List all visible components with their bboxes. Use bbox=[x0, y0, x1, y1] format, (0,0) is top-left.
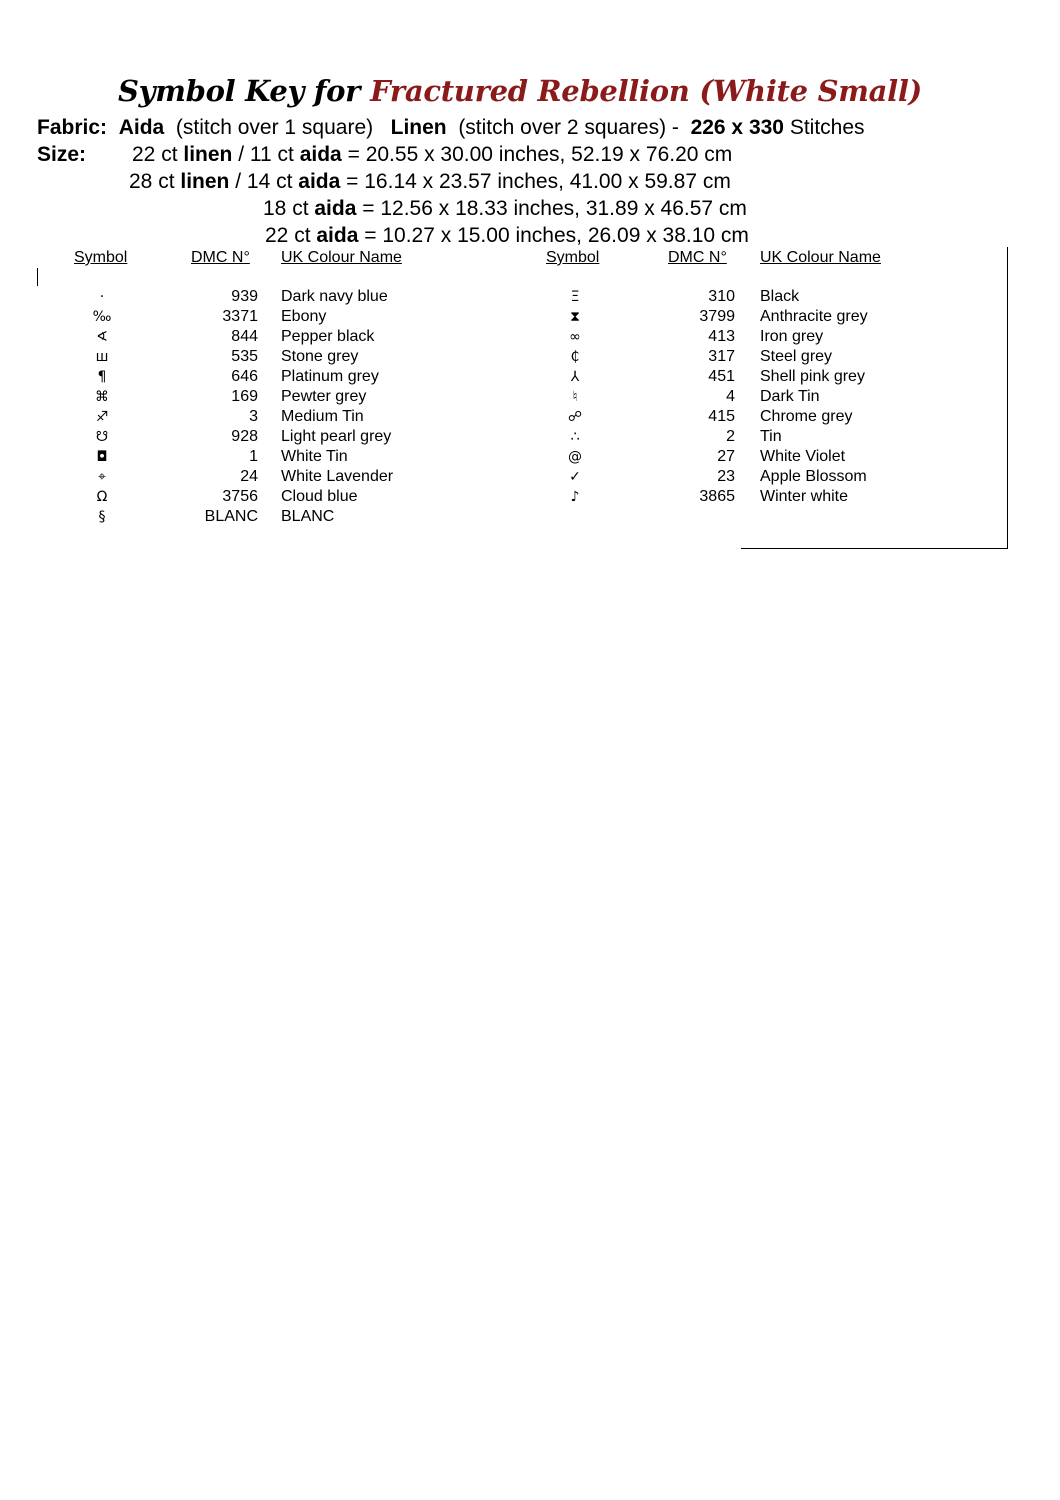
symbol-glyph: ⌘ bbox=[95, 389, 109, 405]
size-label: Size: bbox=[37, 143, 87, 166]
table-left-marker bbox=[37, 268, 38, 286]
dmc-number: 3799 bbox=[699, 308, 735, 325]
header-dmc-left: DMC N° bbox=[191, 249, 250, 266]
colour-name: Light pearl grey bbox=[281, 428, 392, 445]
size-count: / 11 ct bbox=[238, 143, 294, 166]
colour-name: Steel grey bbox=[760, 348, 833, 365]
symbol-glyph: ш bbox=[95, 349, 109, 365]
symbol-glyph: ₵ bbox=[570, 349, 580, 365]
fabric-aida: Aida bbox=[118, 116, 165, 139]
header-name-left: UK Colour Name bbox=[281, 249, 402, 266]
colour-name: Medium Tin bbox=[281, 408, 364, 425]
dmc-number: 939 bbox=[231, 288, 258, 305]
symbol-glyph: ‰ bbox=[92, 309, 112, 325]
colour-name: White Tin bbox=[281, 448, 348, 465]
symbol-glyph: ✓ bbox=[569, 469, 581, 485]
size-line bbox=[132, 142, 732, 168]
colour-name: Anthracite grey bbox=[760, 308, 868, 325]
symbol-glyph: · bbox=[99, 289, 105, 305]
fabric-linen-note: (stitch over 2 squares) - bbox=[458, 116, 679, 139]
size-fabric: linen bbox=[183, 143, 233, 166]
size-dimensions: = 10.27 x 15.00 inches, 26.09 x 38.10 cm bbox=[364, 224, 749, 247]
header-symbol-right: Symbol bbox=[546, 249, 600, 266]
size-count: / 14 ct bbox=[235, 170, 293, 193]
dmc-number: 1 bbox=[249, 448, 258, 465]
title-prefix: Symbol Key for bbox=[118, 74, 361, 108]
colour-name: Black bbox=[760, 288, 800, 305]
size-fabric: aida bbox=[299, 143, 342, 166]
stitch-suffix: Stitches bbox=[789, 116, 865, 139]
dmc-number: 451 bbox=[708, 368, 735, 385]
size-dimensions: = 20.55 x 30.00 inches, 52.19 x 76.20 cm bbox=[347, 143, 733, 166]
fabric-line bbox=[37, 115, 865, 141]
size-fabric: aida bbox=[314, 197, 357, 220]
fabric-label: Fabric: bbox=[37, 116, 108, 139]
symbol-glyph: § bbox=[98, 509, 106, 525]
pattern-name: Fractured Rebellion (White Small) bbox=[370, 74, 922, 108]
size-count: 18 ct bbox=[263, 197, 309, 220]
symbol-glyph: ♮ bbox=[572, 389, 578, 405]
dmc-number: BLANC bbox=[204, 508, 258, 525]
symbol-glyph: ∴ bbox=[570, 429, 580, 445]
size-line bbox=[263, 196, 747, 222]
symbol-glyph: ♪ bbox=[570, 489, 580, 505]
dmc-number: 415 bbox=[708, 408, 735, 425]
dmc-number: 3 bbox=[249, 408, 258, 425]
colour-name: Chrome grey bbox=[760, 408, 853, 425]
dmc-number: 3756 bbox=[222, 488, 258, 505]
colour-name: Apple Blossom bbox=[760, 468, 867, 485]
dmc-number: 646 bbox=[231, 368, 258, 385]
fabric-linen: Linen bbox=[390, 116, 447, 139]
colour-name: Dark navy blue bbox=[281, 288, 388, 305]
header-symbol-left: Symbol bbox=[74, 249, 128, 266]
symbol-glyph: Ξ bbox=[570, 289, 580, 305]
symbol-glyph: ☋ bbox=[95, 429, 109, 445]
symbol-glyph: ⧗ bbox=[570, 309, 580, 325]
dmc-number: 169 bbox=[231, 388, 258, 405]
colour-name: Pewter grey bbox=[281, 388, 367, 405]
colour-name: Pepper black bbox=[281, 328, 375, 345]
colour-name: Shell pink grey bbox=[760, 368, 865, 385]
symbol-glyph: ∞ bbox=[569, 329, 581, 345]
colour-name: White Violet bbox=[760, 448, 846, 465]
table-bottom-rule bbox=[741, 548, 1007, 549]
size-fabric: linen bbox=[180, 170, 230, 193]
size-dimensions: = 12.56 x 18.33 inches, 31.89 x 46.57 cm bbox=[362, 197, 747, 220]
symbol-glyph: ⌖ bbox=[98, 469, 106, 485]
stitch-count: 226 x 330 bbox=[690, 116, 784, 139]
colour-name: Stone grey bbox=[281, 348, 359, 365]
page-title bbox=[0, 74, 1040, 108]
dmc-number: 3371 bbox=[222, 308, 258, 325]
size-fabric: aida bbox=[316, 224, 359, 247]
size-dimensions: = 16.14 x 23.57 inches, 41.00 x 59.87 cm bbox=[346, 170, 731, 193]
dmc-number: 535 bbox=[231, 348, 258, 365]
colour-name: Winter white bbox=[760, 488, 849, 505]
size-count: 28 ct bbox=[129, 170, 175, 193]
symbol-glyph: ⅄ bbox=[570, 369, 580, 385]
colour-name: Tin bbox=[760, 428, 782, 445]
dmc-number: 310 bbox=[708, 288, 735, 305]
fabric-aida-note: (stitch over 1 square) bbox=[175, 116, 374, 139]
dmc-number: 23 bbox=[717, 468, 735, 485]
header-name-right: UK Colour Name bbox=[760, 249, 881, 266]
dmc-number: 928 bbox=[231, 428, 258, 445]
colour-name: BLANC bbox=[281, 508, 335, 525]
colour-name: Iron grey bbox=[760, 328, 824, 345]
size-line bbox=[129, 169, 731, 195]
size-count: 22 ct bbox=[132, 143, 178, 166]
dmc-number: 413 bbox=[708, 328, 735, 345]
size-fabric: aida bbox=[298, 170, 341, 193]
colour-name: White Lavender bbox=[281, 468, 394, 485]
dmc-number: 4 bbox=[726, 388, 735, 405]
symbol-glyph: ¶ bbox=[97, 369, 107, 385]
dmc-number: 24 bbox=[240, 468, 258, 485]
dmc-number: 3865 bbox=[699, 488, 735, 505]
colour-name: Ebony bbox=[281, 308, 327, 325]
symbol-glyph: Ω bbox=[96, 489, 108, 505]
symbol-glyph: ∢ bbox=[96, 329, 108, 345]
colour-name: Platinum grey bbox=[281, 368, 379, 385]
dmc-number: 317 bbox=[708, 348, 735, 365]
colour-name: Dark Tin bbox=[760, 388, 820, 405]
symbol-glyph: ♐ bbox=[95, 409, 109, 425]
table-right-border bbox=[1007, 247, 1008, 549]
dmc-number: 844 bbox=[231, 328, 258, 345]
symbol-glyph: @ bbox=[568, 449, 582, 465]
size-line bbox=[265, 223, 749, 249]
symbol-glyph: ◘ bbox=[96, 449, 108, 465]
dmc-number: 2 bbox=[726, 428, 735, 445]
colour-name: Cloud blue bbox=[281, 488, 358, 505]
header-dmc-right: DMC N° bbox=[668, 249, 727, 266]
symbol-glyph: ☍ bbox=[567, 409, 583, 425]
size-count: 22 ct bbox=[265, 224, 311, 247]
dmc-number: 27 bbox=[717, 448, 735, 465]
